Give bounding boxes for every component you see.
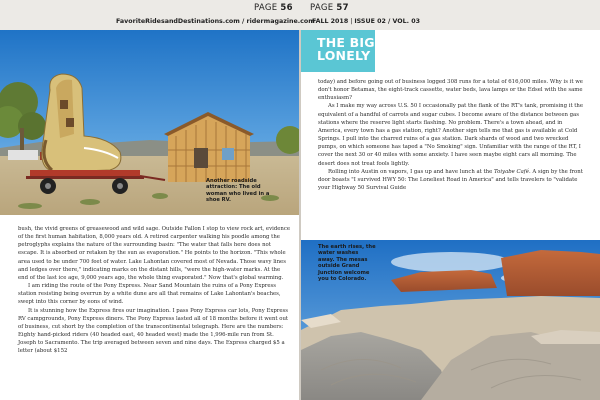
left-page — [0, 30, 299, 400]
paragraph: Rolling into Austin on vapors, I gas up and have lunch at the Toiyabe Café. A sign by the front door boasts "I survived HWY 50: The Loneliest Road in America" and tells travelers to "validate your Highway 50 Survival Guide — [318, 168, 583, 192]
paragraph: As I make my way across U.S. 50 I occasionally pat the flank of the RT's tank, promising it the equivalent of a handful of carrots and sugar cubes. I become aware of the distance between gas stations where the reserve light starts flashing. No problem. There's a town ahead, and in America, every town has a gas station, right? Another sign tells me that gas is available at Cold Springs. I pull into the charred ruins of a gas station. Dark shards of wood and two wrecked pumps, on which someone has taped a "No Smoking" sign. Unfamiliar with the range of the RT, I cover the next 30 or 40 miles with some anxiety. I have seen maybe eight cars all morning. The desert does not treat fools lightly. — [318, 103, 584, 167]
article-body-right — [318, 78, 586, 192]
photo-caption: Another roadside attraction: The old woman who lived in a shoe RV. — [206, 178, 270, 204]
article-body-left — [18, 225, 290, 356]
paragraph: I am riding the route of the Pony Express. Near Sand Mountain the ruins of a Pony Express station resisting being overrun by a white dune are all that remains of Lake Lahontan's beaches, swept into this corner by eons of wind. — [18, 283, 281, 306]
left-page-number: PAGE 56 — [254, 3, 293, 13]
photo-caption: The earth rises, the water washes away. The mesas outside Grand Junction welcome you to Colorado. — [318, 244, 376, 283]
section-title: THE BIG LONELY — [317, 35, 375, 63]
right-page-number: PAGE 57 — [310, 3, 349, 13]
website-credit: FavoriteRidesandDestinations.com / ridermagazine.com — [116, 18, 315, 25]
paragraph: It is stunning how the Express fires our imagination. I pass Pony Express car lots, Pony Express RV campgrounds, Pony Express diners. The Pony Express lasted all of 18 months before it went out of business, cut short by the completion of the transcontinental telegraph. Here are the numbers: Eighty hand-picked riders (40 headed east, 40 headed west) made the 1,996-mile run from St. Joseph to Sacramento. The trip averaged between seven and nine days. The Express charged $5 a letter (about $152 — [18, 307, 289, 355]
issue-info: FALL 2018 | ISSUE 02 / VOL. 03 — [312, 18, 420, 25]
magazine-header — [0, 0, 600, 30]
paragraph: bush, the vivid greens of greasewood and wild sage. Outside Fallon I stop to view rock art, evidence of the first human habitation, 8,000 years old. A retired carpenter walking his poodle among the petroglyphs explains the nature of the surrounding basin: "The water that falls here does not escape. It is absorbed or retaken by the sun as evaporation." He points to the horizon. "This whole area used to be under 700 feet of water. Lake Lahontan covered most of Nevada. Those wavy lines and ledges over there," indicating marks on the distant hills, "were the high-water marks. At the end of the last ice age, 9,000 years ago, the whole thing evaporated." Now that's global warming. — [18, 226, 290, 281]
right-page — [301, 30, 600, 400]
paragraph: today) and before going out of business logged 308 runs for a total of 616,000 miles. Why is it we don't honor Betamax, the eight-track cassette, water beds, lava lamps or the Edsel with the same enthusiasm? — [318, 79, 583, 102]
